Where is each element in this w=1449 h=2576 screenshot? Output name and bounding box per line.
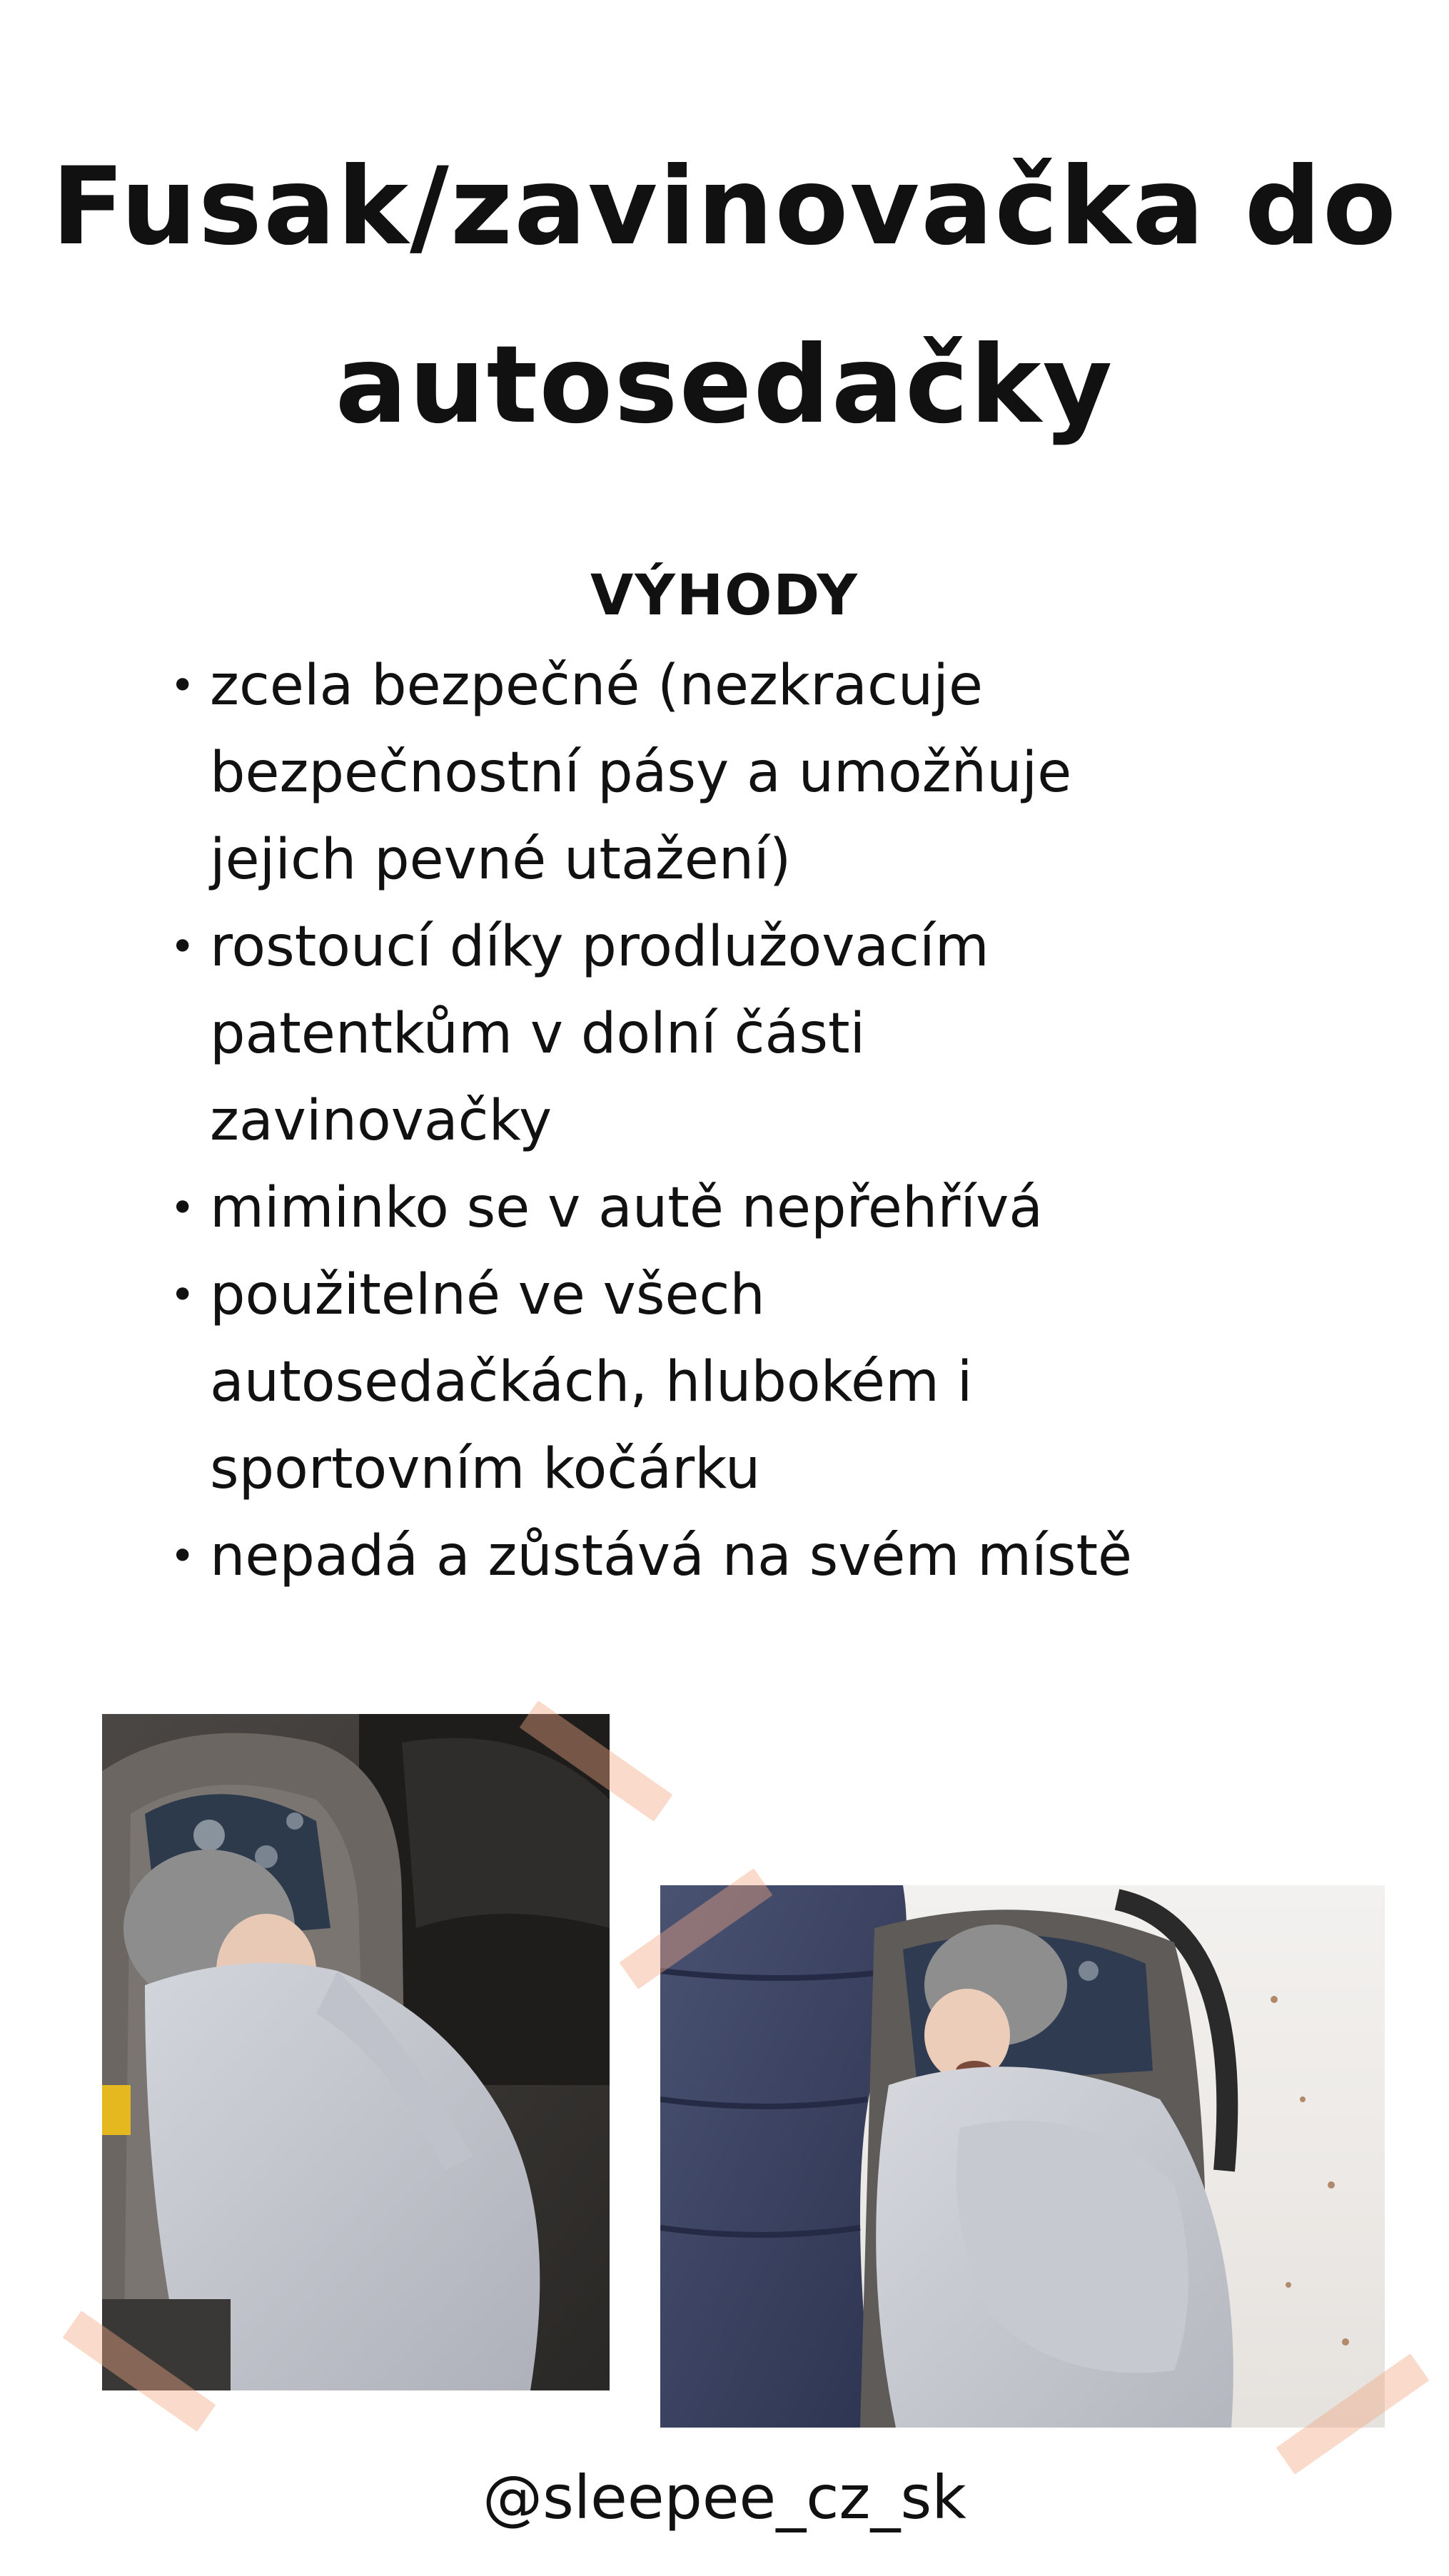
benefit-1-line-1: zcela bezpečné (nezkracuje	[210, 654, 983, 718]
photo-car-seat-carried	[660, 1885, 1385, 2428]
bullet-icon: •	[170, 1531, 196, 1581]
benefit-item-5	[164, 1513, 1306, 1600]
benefit-2-line-2: patentkům v dolní části	[210, 1002, 866, 1066]
benefit-item-4	[164, 1252, 1306, 1513]
benefit-2-line-3: zavinovačky	[210, 1089, 552, 1153]
benefit-4-line-1: použitelné ve všech	[210, 1263, 765, 1327]
benefit-2-line-1: rostoucí díky prodlužovacím	[210, 915, 989, 979]
benefit-4-line-3: sportovním kočárku	[210, 1437, 761, 1501]
bullet-icon: •	[170, 1183, 196, 1233]
page-title-line-1: Fusak/zavinovačka do	[51, 145, 1398, 269]
benefit-item-2	[164, 903, 1306, 1165]
instagram-handle: @sleepee_cz_sk	[483, 2463, 966, 2532]
benefits-heading: VÝHODY	[590, 564, 859, 628]
bullet-icon: •	[170, 661, 196, 711]
photo-baby-in-car-seat	[102, 1714, 610, 2390]
benefit-item-3	[164, 1165, 1306, 1252]
benefit-1-line-2: bezpečnostní pásy a umožňuje	[210, 741, 1072, 805]
bullet-icon: •	[170, 922, 196, 972]
benefit-1-line-3: jejich pevné utažení)	[210, 828, 792, 892]
benefit-item-1	[164, 642, 1306, 903]
benefits-list	[164, 642, 1306, 1600]
benefit-5-line-1: nepadá a zůstává na svém místě	[210, 1524, 1133, 1588]
benefit-3-line-1: miminko se v autě nepřehřívá	[210, 1176, 1044, 1240]
page-title	[0, 118, 1449, 475]
bullet-icon: •	[170, 1270, 196, 1320]
benefit-4-line-2: autosedačkách, hlubokém i	[210, 1350, 973, 1414]
page-title-line-2: autosedačky	[335, 323, 1114, 447]
